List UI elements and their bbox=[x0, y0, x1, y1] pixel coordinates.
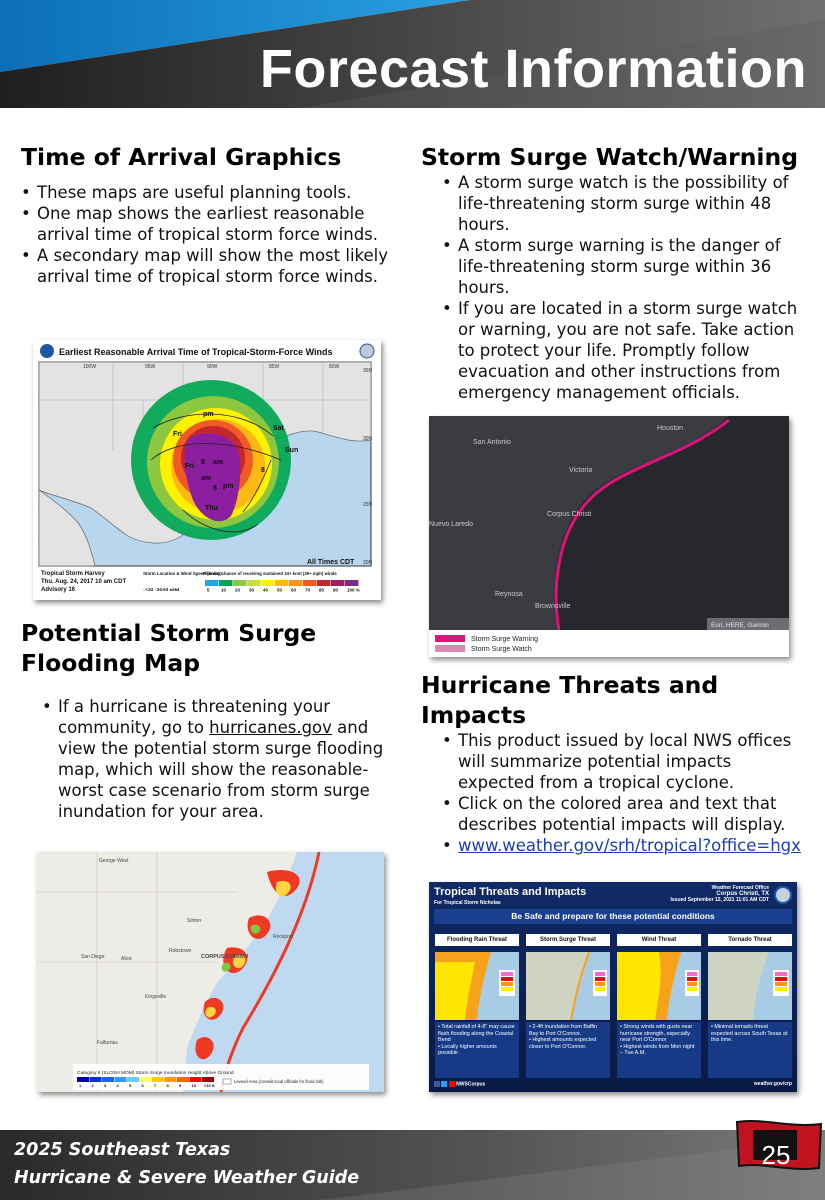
time-label: am bbox=[213, 459, 224, 466]
longitude-label: 85W bbox=[269, 364, 280, 370]
hti-graphic-title: Tropical Threats and Impacts bbox=[434, 886, 587, 898]
panel-text bbox=[435, 1022, 519, 1078]
map-place: San Diego bbox=[81, 954, 105, 960]
watch-swatch bbox=[435, 645, 465, 652]
time-label: 8 bbox=[201, 459, 205, 466]
hti-social-handle: NWSCorpus bbox=[456, 1081, 486, 1088]
panel-text bbox=[708, 1022, 792, 1078]
threat-panel-maps bbox=[429, 952, 797, 1022]
prob-legend-tick: 100 % bbox=[347, 587, 360, 593]
prob-legend-tick: 50 bbox=[277, 587, 283, 593]
map-place: Falfurrias bbox=[97, 1040, 118, 1046]
hti-heading bbox=[421, 670, 806, 730]
facebook-icon[interactable] bbox=[434, 1081, 440, 1087]
surge-legend-levee: Leveed Area (consult local officials for flood risk) bbox=[234, 1079, 324, 1084]
surge-legend-tick: >10 ft bbox=[204, 1083, 215, 1088]
hti-heading-line2: Impacts bbox=[421, 701, 527, 729]
panel-label: Flooding Rain Threat bbox=[435, 934, 519, 946]
hti-link[interactable]: www.weather.gov/srh/tropical?office=hgx bbox=[458, 836, 801, 855]
map-place: Sinton bbox=[187, 918, 202, 924]
prob-legend-tick: 40 bbox=[263, 587, 269, 593]
map-place: Kingsville bbox=[145, 994, 167, 1000]
footer-line2: Hurricane & Severe Weather Guide bbox=[14, 1168, 360, 1188]
latitude-label: 20N bbox=[363, 560, 373, 566]
prob-legend-tick: 80 bbox=[319, 587, 325, 593]
prob-legend-tick: 20 bbox=[235, 587, 241, 593]
time-label: Fri bbox=[185, 463, 194, 470]
page-title: Forecast Information bbox=[259, 39, 807, 99]
surge-legend-swatch bbox=[165, 1077, 177, 1082]
tornado-threat-map bbox=[708, 952, 792, 1020]
time-label: pm bbox=[223, 483, 234, 490]
arrival-map-title: Earliest Reasonable Arrival Time of Tropical-Storm-Force Winds bbox=[59, 347, 333, 357]
surge-legend-swatch bbox=[177, 1077, 189, 1082]
map-city: Victoria bbox=[569, 467, 593, 474]
surge-watch-warning-map bbox=[429, 416, 789, 657]
advisory-time: Thu. Aug. 24, 2017 10 am CDT bbox=[41, 579, 127, 585]
panel-bullet: • Locally higher amounts possible bbox=[438, 1043, 497, 1057]
page-footer bbox=[0, 1130, 825, 1200]
panel-bullet: • Strong winds with gusts near hurricane strength, especially near Port O'Connor bbox=[620, 1024, 693, 1044]
surge-legend-swatch bbox=[90, 1077, 102, 1082]
surge-legend-tick: 8 bbox=[166, 1083, 169, 1088]
latitude-label: 30N bbox=[363, 436, 373, 442]
map-city: Corpus Christi bbox=[547, 511, 592, 518]
times-note: All Times CDT bbox=[307, 559, 355, 566]
surge-legend-swatch bbox=[190, 1077, 202, 1082]
surge-ww-section bbox=[421, 142, 806, 403]
panel-label: Storm Surge Threat bbox=[526, 934, 610, 946]
surge-legend-swatch bbox=[102, 1077, 114, 1082]
hti-footer-left bbox=[434, 1081, 485, 1087]
storm-name: Tropical Storm Harvey bbox=[41, 571, 105, 577]
prob-legend-tick: 30 bbox=[249, 587, 255, 593]
surge-ww-bullet-list bbox=[442, 172, 804, 403]
surge-legend-tick: 10 bbox=[191, 1083, 196, 1088]
prob-legend-swatch bbox=[345, 580, 359, 586]
psf-heading bbox=[21, 618, 391, 678]
time-label: 8 bbox=[213, 485, 217, 492]
map-credit: Esri, HERE, Garmin bbox=[711, 622, 769, 629]
hurricanes-gov-link[interactable]: hurricanes.gov bbox=[209, 718, 332, 737]
legend-prob-title: Five-day chance of receiving sustained 34+ knot (39+ mph) winds bbox=[203, 571, 337, 576]
psf-bullet-pre: If a hurricane is threatening your community, go to bbox=[58, 697, 331, 737]
map-place: Alice bbox=[121, 956, 132, 962]
longitude-label: 80W bbox=[329, 364, 340, 370]
psf-bullet-post: and view the potential storm surge flooding map, which will show the reasonable-worst case scenario from storm surge inundation for your area. bbox=[58, 718, 384, 821]
prob-legend-swatch bbox=[303, 580, 317, 586]
longitude-label: 100W bbox=[83, 364, 97, 370]
prob-legend-swatch bbox=[205, 580, 219, 586]
surge-ww-heading: Storm Surge Watch/Warning bbox=[421, 143, 799, 171]
surge-legend-swatch bbox=[152, 1077, 164, 1082]
prob-legend-swatch bbox=[247, 580, 261, 586]
prob-legend-tick: 70 bbox=[305, 587, 311, 593]
surge-legend-swatch bbox=[77, 1077, 89, 1082]
surge-threat-map bbox=[526, 952, 610, 1020]
map-city: Reynosa bbox=[495, 591, 523, 598]
prob-legend-swatch bbox=[331, 580, 345, 586]
psf-section bbox=[21, 618, 391, 822]
toa-section bbox=[21, 142, 391, 287]
noaa-logo-icon bbox=[40, 344, 54, 358]
longitude-label: 95W bbox=[145, 364, 156, 370]
warning-swatch bbox=[435, 635, 465, 642]
toa-bullet: • One map shows the earliest reasonable arrival time of tropical storm force winds. bbox=[21, 203, 391, 245]
time-label: Sat bbox=[273, 425, 284, 432]
threats-impacts-graphic bbox=[429, 882, 797, 1092]
prob-legend-swatch bbox=[233, 580, 247, 586]
storm-surge-flooding-map bbox=[37, 852, 384, 1092]
prob-legend-tick: 90 bbox=[333, 587, 339, 593]
prob-legend-swatch bbox=[289, 580, 303, 586]
panel-text bbox=[617, 1022, 701, 1078]
psf-bullet bbox=[42, 696, 387, 822]
map-place: Robstown bbox=[169, 948, 192, 954]
panel-label: Tornado Threat bbox=[708, 934, 792, 946]
page-number: 25 bbox=[761, 1140, 791, 1170]
map-place: CORPUS CHRISTI bbox=[201, 954, 249, 960]
hti-office-line2: Corpus Christi, TX bbox=[716, 891, 769, 897]
toa-bullet: • These maps are useful planning tools. bbox=[21, 182, 391, 203]
surge-ww-bullet: • A storm surge watch is the possibility of life-threatening storm surge within 48 hours. bbox=[442, 172, 804, 235]
surge-legend-tick: 2 bbox=[91, 1083, 94, 1088]
surge-legend-tick: 5 bbox=[129, 1083, 132, 1088]
surge-legend-title: Category 5 (SLOSH MOM) Storm Surge Inundation Height Above Ground bbox=[77, 1071, 234, 1076]
probability-rings bbox=[131, 380, 291, 540]
prob-legend-swatch bbox=[261, 580, 275, 586]
time-label: am bbox=[201, 475, 212, 482]
time-label: Fri bbox=[173, 431, 182, 438]
hti-section bbox=[421, 670, 806, 856]
advisory-number: Advisory 16 bbox=[41, 587, 76, 593]
latitude-label: 35N bbox=[363, 368, 373, 374]
prob-legend-tick: 10 bbox=[221, 587, 227, 593]
toa-bullet-list bbox=[21, 182, 391, 287]
time-label: Thu bbox=[205, 505, 218, 512]
time-label: Sun bbox=[285, 447, 299, 454]
arrival-time-map bbox=[33, 340, 381, 600]
map-city: San Antonio bbox=[473, 439, 511, 446]
surge-legend-tick: 4 bbox=[116, 1083, 119, 1088]
surge-legend-tick: 1 bbox=[79, 1083, 82, 1088]
map-place: George West bbox=[99, 858, 129, 864]
footer-line1: 2025 Southeast Texas bbox=[14, 1140, 231, 1160]
prob-legend-swatch bbox=[219, 580, 233, 586]
page-header bbox=[0, 0, 825, 108]
surge-legend-tick: 3 bbox=[104, 1083, 107, 1088]
flood-threat-map bbox=[435, 952, 519, 1020]
hti-bullet-list bbox=[442, 730, 804, 856]
toa-bullet: • A secondary map will show the most likely arrival time of tropical storm force winds. bbox=[21, 245, 391, 287]
surge-legend-swatch bbox=[202, 1077, 214, 1082]
surge-ww-bullet: • A storm surge warning is the danger of life-threatening storm surge within 36 hours. bbox=[442, 235, 804, 298]
panel-text bbox=[526, 1022, 610, 1078]
legend-warning-label: Storm Surge Warning bbox=[471, 636, 539, 643]
wind-threat-map bbox=[617, 952, 701, 1020]
panel-bullet: • 2-4ft inundation from Baffin Bay to Port O'Connor. bbox=[529, 1024, 598, 1037]
surge-legend-tick: 7 bbox=[154, 1083, 157, 1088]
surge-legend-swatch bbox=[115, 1077, 127, 1082]
psf-heading-line1: Potential Storm Surge bbox=[21, 619, 317, 647]
panel-label: Wind Threat bbox=[617, 934, 701, 946]
map-city: Brownsville bbox=[535, 603, 571, 610]
prob-legend-tick: 5 bbox=[207, 587, 210, 593]
panel-bullet: • Minimal tornado threat expected across South Texas at this time. bbox=[711, 1024, 788, 1044]
hti-bullet: • This product issued by local NWS offices will summarize potential impacts expected from a tropical cyclone. bbox=[442, 730, 804, 793]
longitude-label: 90W bbox=[207, 364, 218, 370]
hti-office-line1: Weather Forecast Office bbox=[711, 885, 769, 891]
surge-legend-swatch bbox=[127, 1077, 139, 1082]
time-label: pm bbox=[203, 411, 214, 418]
legend-wind-speeds: ○<34 ◌34-63 ●≥64 bbox=[143, 587, 180, 592]
hti-office bbox=[671, 885, 769, 903]
hti-issued: Issued September 12, 2021 11:01 AM CDT bbox=[670, 897, 769, 903]
surge-legend-tick: 9 bbox=[179, 1083, 182, 1088]
twitter-icon[interactable] bbox=[441, 1081, 447, 1087]
panel-bullet: • Highest winds from Mon night – Tue A.M. bbox=[620, 1043, 695, 1057]
youtube-icon[interactable] bbox=[449, 1081, 455, 1087]
prob-legend-swatch bbox=[275, 580, 289, 586]
map-city: Nuevo Laredo bbox=[429, 521, 473, 528]
surge-legend-tick: 6 bbox=[141, 1083, 144, 1088]
hti-heading-line1: Hurricane Threats and bbox=[421, 671, 719, 699]
prob-legend-tick: 60 bbox=[291, 587, 297, 593]
nws-logo-icon bbox=[360, 344, 374, 358]
surge-legend-swatch bbox=[140, 1077, 152, 1082]
hti-banner: Be Safe and prepare for these potential conditions bbox=[434, 909, 792, 924]
psf-bullet-list bbox=[42, 696, 387, 822]
legend-location-title: Storm Location & Wind Speed (knots) bbox=[143, 571, 222, 576]
hti-bullet: • Click on the colored area and text that describes potential impacts will display. bbox=[442, 793, 804, 835]
prob-legend-swatch bbox=[317, 580, 331, 586]
hti-graphic-subtitle: For Tropical Storm Nicholas bbox=[434, 900, 501, 906]
toa-heading: Time of Arrival Graphics bbox=[21, 143, 342, 171]
latitude-label: 25N bbox=[363, 502, 373, 508]
hti-footer-right: weather.gov/crp bbox=[753, 1081, 792, 1087]
map-city: Houston bbox=[657, 425, 684, 432]
surge-ww-bullet: • If you are located in a storm surge watch or warning, you are not safe. Take action to protect your life. Promptly follow evacuation and other instructions from emergency management officials. bbox=[442, 298, 804, 403]
legend-watch-label: Storm Surge Watch bbox=[471, 646, 532, 653]
nws-logo-icon bbox=[774, 886, 792, 904]
panel-bullet: • Highest amounts expected closer to Port O'Connor. bbox=[529, 1037, 597, 1050]
panel-bullet: • Total rainfall of 4-8" may cause flash flooding along the Coastal Bend bbox=[438, 1024, 515, 1044]
hti-bullet bbox=[442, 835, 804, 856]
time-label: 8 bbox=[261, 467, 265, 474]
psf-heading-line2: Flooding Map bbox=[21, 649, 201, 677]
map-place: Rockport bbox=[273, 934, 294, 940]
